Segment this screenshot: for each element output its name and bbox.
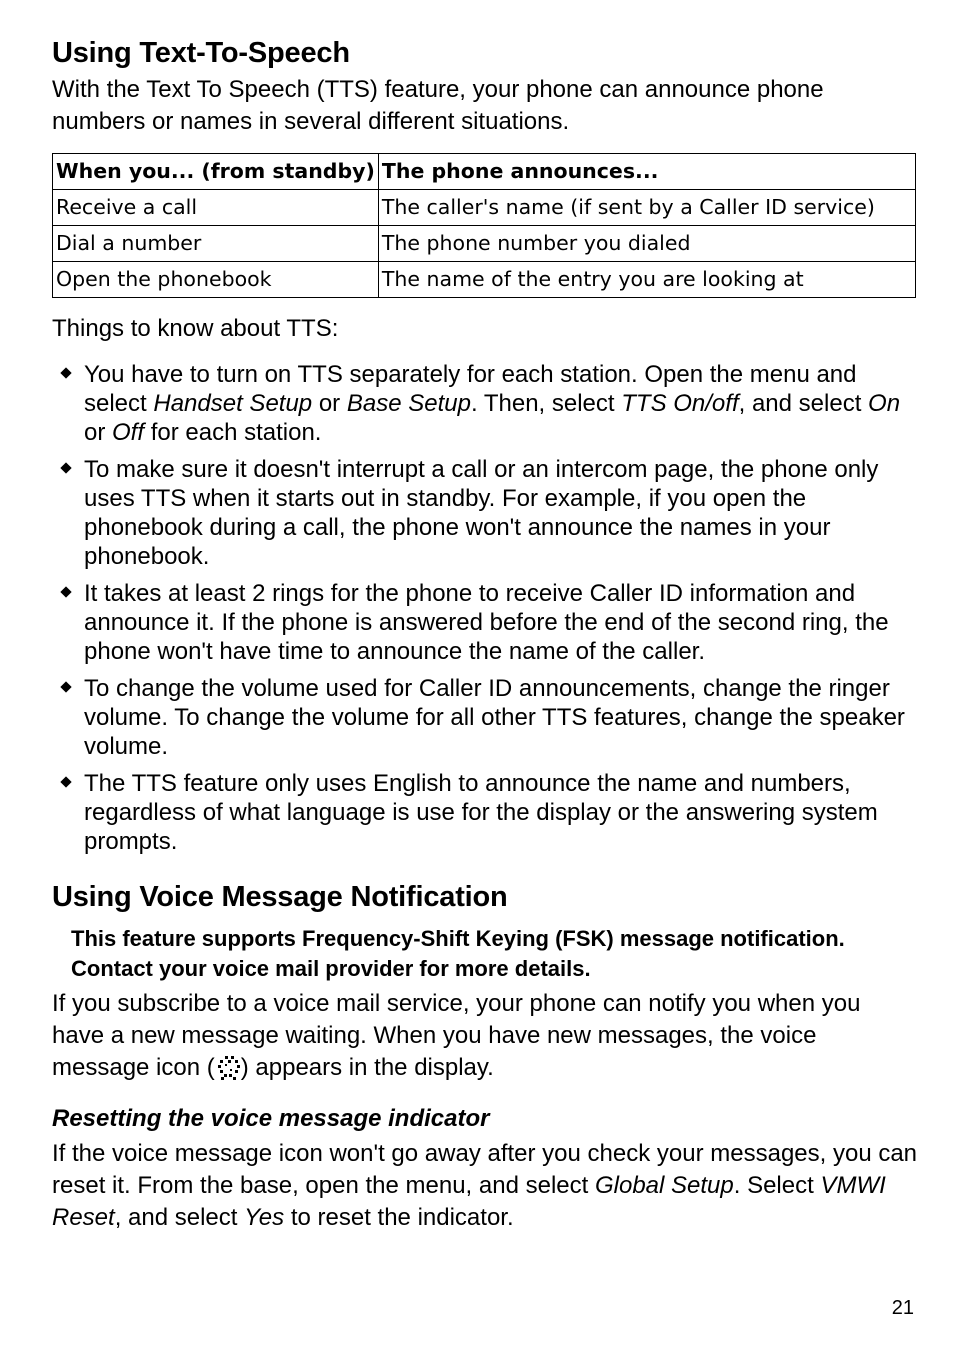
list-item	[52, 579, 918, 666]
bullet-text: The TTS feature only uses English to announce the name and numbers, regardless of what language is use for the display or the answering system prompts.	[84, 770, 878, 855]
paragraph-text: If the voice message icon won't go away after you check your messages, you can reset it. From the base, open the menu, and select	[52, 1140, 918, 1199]
tts-table	[52, 153, 916, 298]
subheading-reset: Resetting the voice message indicator	[52, 1105, 490, 1132]
menu-option-text: TTS On/off	[621, 390, 739, 417]
bullet-text: or	[84, 419, 113, 446]
list-item	[52, 674, 918, 761]
bullet-text: for each station.	[144, 419, 322, 446]
bullet-text: You have to turn on TTS separately for each station. Open the menu and select	[84, 361, 857, 417]
reset-paragraph	[52, 1138, 918, 1234]
tts-intro: With the Text To Speech (TTS) feature, your phone can announce phone numbers or names in several different situations.	[52, 76, 824, 135]
menu-option-text: Off	[112, 419, 145, 446]
diamond-bullet-icon	[60, 681, 71, 692]
table-cell: The caller's name (if sent by a Caller ID service)	[378, 190, 915, 226]
voice-message-icon	[214, 1055, 242, 1081]
paragraph-text: If you subscribe to a voice mail service, your phone can notify you when you have a new message waiting. When you have new messages, the voice message icon (	[52, 990, 861, 1081]
section-title-voice-message: Using Voice Message Notification	[52, 881, 508, 913]
list-item	[52, 769, 918, 856]
bullet-text: or	[312, 390, 347, 417]
bullet-text: It takes at least 2 rings for the phone to receive Caller ID information and announce it. If the phone is answered before the end of the second ring, the phone won't have time to announce the name of the caller.	[84, 580, 889, 665]
table-cell: Open the phonebook	[53, 262, 379, 298]
list-item	[52, 360, 918, 447]
paragraph-text: to reset the indicator.	[284, 1204, 514, 1231]
manual-page	[52, 36, 918, 1234]
diamond-bullet-icon	[60, 462, 71, 473]
table-header-cell: When you... (from standby)	[53, 154, 379, 190]
menu-option-text: On	[868, 390, 901, 417]
paragraph-text: ) appears in the display.	[240, 1054, 494, 1081]
voice-message-paragraph	[52, 988, 918, 1084]
table-cell: Receive a call	[53, 190, 379, 226]
paragraph-text: . Select	[733, 1172, 821, 1199]
bullet-text: To change the volume used for Caller ID announcements, change the ringer volume. To change the volume for all other TTS features, change the speaker volume.	[84, 675, 905, 760]
table-cell: The name of the entry you are looking at	[378, 262, 915, 298]
menu-option-text: Global Setup	[594, 1172, 734, 1199]
fsk-notice: This feature supports Frequency-Shift Keying (FSK) message notification. Contact your voice mail provider for more details.	[71, 926, 845, 981]
table-cell: The phone number you dialed	[378, 226, 915, 262]
menu-option-text: Yes	[244, 1204, 285, 1231]
section-title-tts: Using Text-To-Speech	[52, 37, 350, 69]
page-number: 21	[891, 1297, 914, 1319]
bullet-text: To make sure it doesn't interrupt a call or an intercom page, the phone only uses TTS when it starts out in standby. For example, if you open the phonebook during a call, the phone won't announce the names in your phonebook.	[84, 456, 879, 570]
table-header-row	[53, 154, 916, 190]
bullet-text: . Then, select	[470, 390, 622, 417]
things-to-know-label: Things to know about TTS:	[52, 315, 339, 342]
table-cell: Dial a number	[53, 226, 379, 262]
paragraph-text: , and select	[114, 1204, 245, 1231]
diamond-bullet-icon	[60, 776, 71, 787]
table-row	[53, 190, 916, 226]
tts-bullet-list	[52, 360, 918, 856]
menu-option-text: VMWI Reset	[52, 1172, 886, 1231]
table-row	[53, 262, 916, 298]
table-row	[53, 226, 916, 262]
table-header-cell: The phone announces...	[378, 154, 915, 190]
bullet-text: , and select	[738, 390, 869, 417]
menu-option-text: Base Setup	[346, 390, 471, 417]
menu-option-text: Handset Setup	[153, 390, 313, 417]
diamond-bullet-icon	[60, 586, 71, 597]
list-item	[52, 455, 918, 571]
diamond-bullet-icon	[60, 367, 71, 378]
